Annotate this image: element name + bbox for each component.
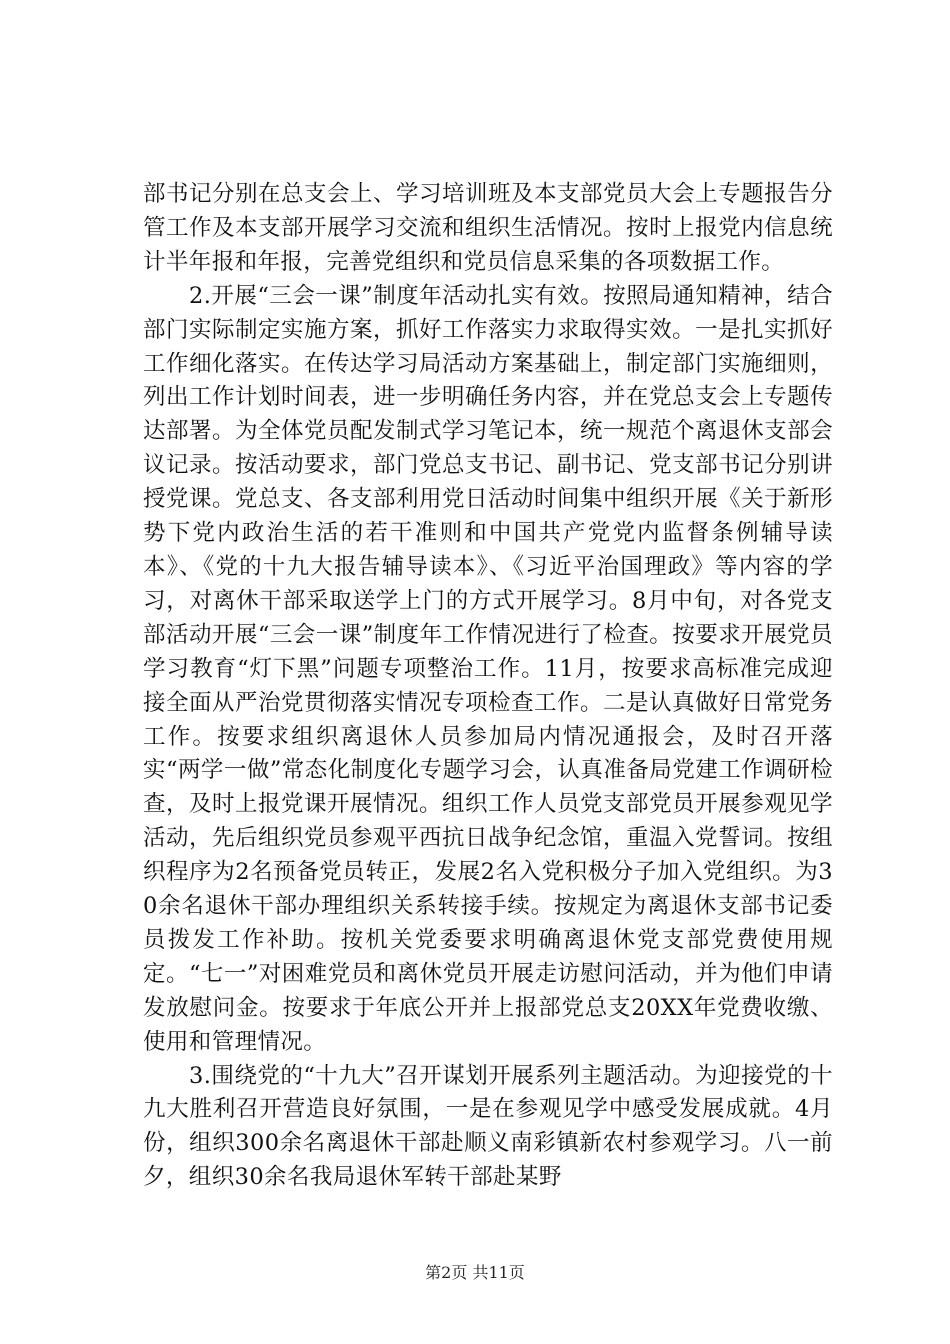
paragraph-section-3: 3.围绕党的“十九大”召开谋划开展系列主题活动。为迎接党的十九大胜利召开营造良好氛围，一是在参观见学中感受发展成就。4月份，组织300余名离退休干部赴顺义南彩镇新农村参观学习。八一前夕，组织30余名我局退休军转干部赴某野 [143, 1062, 833, 1191]
paragraph-continuation: 部书记分别在总支会上、学习培训班及本支部党员大会上专题报告分管工作及本支部开展学习交流和组织生活情况。按时上报党内信息统计半年报和年报，完善党组织和党员信息采集的各项数据工作。 [143, 181, 833, 275]
page-number-footer: 第2页 共11页 [425, 1263, 525, 1282]
document-body [143, 178, 833, 1195]
paragraph-section-2: 2.开展“三会一课”制度年活动扎实有效。按照局通知精神，结合部门实际制定实施方案，抓好工作落实力求取得实效。一是扎实抓好工作细化落实。在传达学习局活动方案基础上，制定部门实施细则，列出工作计划时间表，进一步明确任务内容，并在党总支会上专题传达部署。为全体党员配发制式学习笔记本，统一规范个离退休支部会议记录。按活动要求，部门党总支书记、副书记、党支部书记分别讲授党课。党总支、各支部利用党日活动时间集中组织开展《关于新形势下党内政治生活的若干准则和中国共产党党内监督条例辅导读本》、《党的十九大报告辅导读本》、《习近平治国理政》等内容的学习，对离休干部采取送学上门的方式开展学习。8月中旬，对各党支部活动开展“三会一课”制度年工作情况进行了检查。按要求开展党员学习教育“灯下黑”问题专项整治工作。11月，按要求高标准完成迎接全面从严治党贯彻落实情况专项检查工作。二是认真做好日常党务工作。按要求组织离退休人员参加局内情况通报会，及时召开落实“两学一做”常态化制度化专题学习会，认真准备局党建工作调研检查，及时上报党课开展情况。组织工作人员党支部党员开展参观见学活动，先后组织党员参观平西抗日战争纪念馆，重温入党誓词。按组织程序为2名预备党员转正，发展2名入党积极分子加入党组织。为30余名退休干部办理组织关系转接手续。按规定为离退休支部书记委员拨发工作补助。按机关党委要求明确离退休党支部党费使用规定。“七一”对困难党员和离休党员开展走访慰问活动，并为他们申请发放慰问金。按要求于年底公开并上报部党总支20XX年党费收缴、使用和管理情况。 [143, 282, 833, 1055]
